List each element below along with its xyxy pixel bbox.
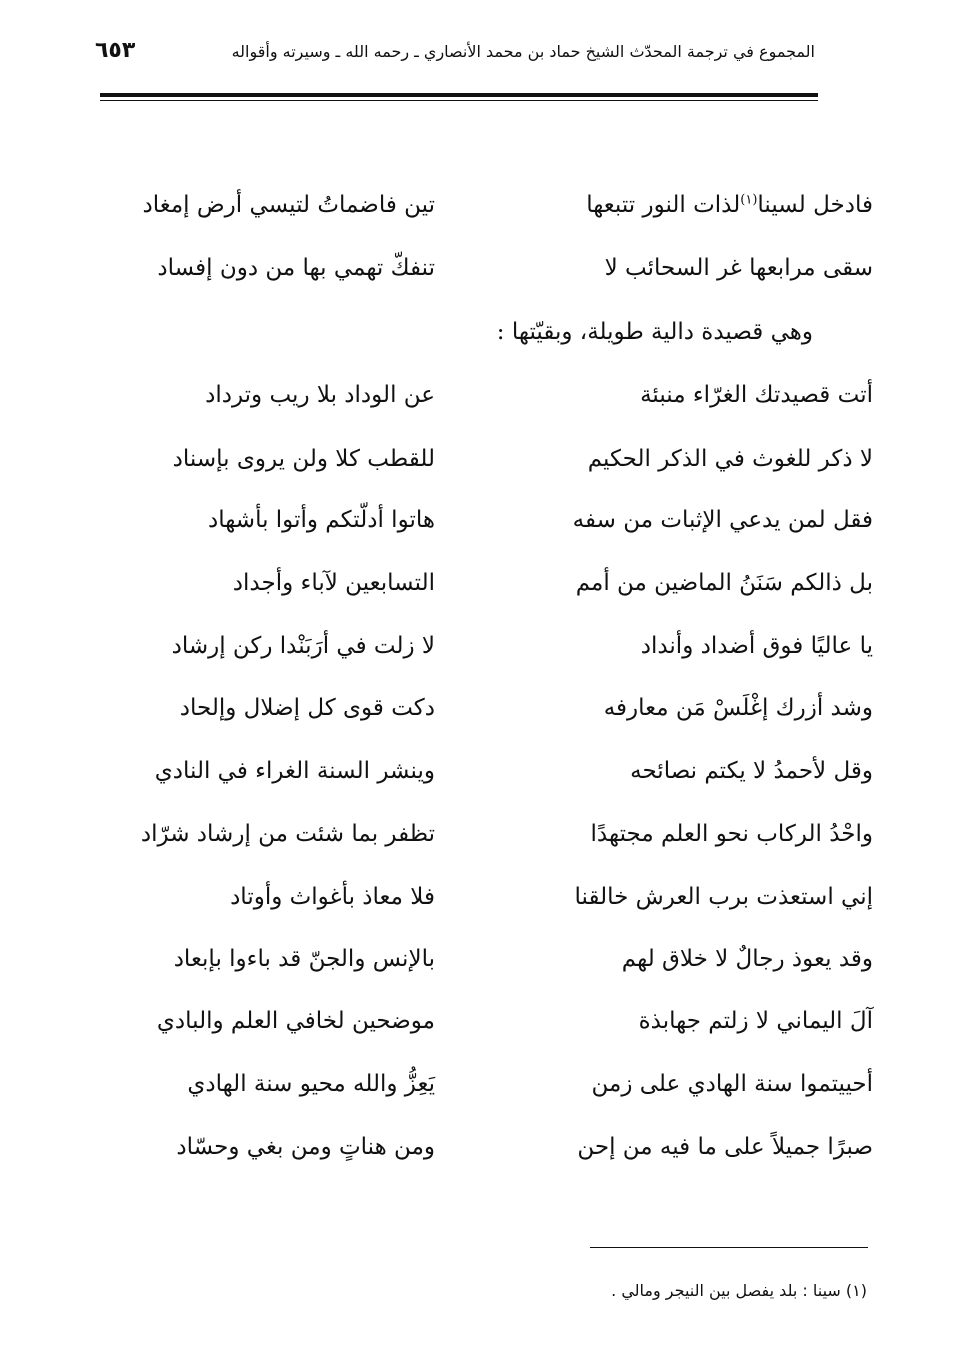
verse-second-hemistich: لا زلت في أرَبَنْدا ركن إرشاد	[171, 633, 435, 659]
header-rule-thin	[100, 100, 818, 101]
verse-second-hemistich: تنفكّ تهمي بها من دون إفساد	[157, 255, 435, 281]
verse-line	[0, 939, 955, 989]
verse-second-hemistich: للقطب كلا ولن يروى بإسناد	[172, 446, 435, 472]
verse-first-hemistich: بل ذالكم سَنَنُ الماضين من أمم	[575, 570, 873, 596]
verse-first-hemistich: وقل لأحمدُ لا يكتم نصائحه	[630, 758, 873, 784]
verse-second-hemistich: تين فاضماتُ لتيسي أرض إمغاد	[142, 192, 435, 218]
footnote-separator	[590, 1247, 868, 1248]
verse-second-hemistich: تظفر بما شئت من إرشاد شرّاد	[140, 821, 435, 847]
verse-first-hemistich: إني استعذت برب العرش خالقنا	[574, 884, 873, 910]
verse-line	[0, 814, 955, 864]
verse-line	[0, 1064, 955, 1114]
verse-first-hemistich: فادخل لسينا$^{(١)}$لذات النور تتبعها	[586, 192, 873, 218]
verse-second-hemistich: وينشر السنة الغراء في النادي	[154, 758, 435, 784]
verse-line	[0, 626, 955, 676]
verse-first-hemistich: صبرًا جميلاً على ما فيه من إحن	[577, 1134, 873, 1160]
verse-second-hemistich: فلا معاذ بأغواث وأوتاد	[230, 884, 435, 910]
footnote: (١) سينا : بلد يفصل بين النيجر ومالي .	[611, 1281, 867, 1300]
footnote-reference: (١)	[740, 192, 758, 208]
verse-second-hemistich: يَعِزُّ والله محيو سنة الهادي	[187, 1071, 435, 1097]
verse-second-hemistich: هاتوا أدلّتكم وأتوا بأشهاد	[207, 507, 435, 533]
verse-line	[0, 500, 955, 550]
verse-line	[0, 1001, 955, 1051]
prose-introduction: وهي قصيدة دالية طويلة، وبقيّتها :	[496, 319, 813, 345]
verse-first-hemistich: واحْدُ الركاب نحو العلم مجتهدًا	[590, 821, 873, 847]
page-number: ٦٥٣	[95, 38, 136, 63]
verse-first-hemistich: أحييتموا سنة الهادي على زمن	[591, 1071, 873, 1097]
verse-first-hemistich: آلَ اليماني لا زلتم جهابذة	[638, 1008, 873, 1034]
verse-first-hemistich: أتت قصيدتك الغرّاء منبئة	[640, 382, 873, 408]
verse-first-hemistich: سقى مرابعها غر السحائب لا	[604, 255, 873, 281]
verse-line	[0, 439, 955, 489]
verse-first-hemistich: يا عاليًا فوق أضداد وأنداد	[640, 633, 873, 659]
verse-line	[0, 1127, 955, 1177]
verse-second-hemistich: بالإنس والجنّ قد باءوا بإبعاد	[173, 946, 435, 972]
verse-second-hemistich: دكت قوى كل إضلال وإلحاد	[179, 695, 435, 721]
running-title: المجموع في ترجمة المحدّث الشيخ حماد بن محمد الأنصاري ـ رحمه الله ـ وسيرته وأقواله	[231, 42, 815, 61]
verse-line	[0, 877, 955, 927]
verse-first-hemistich: وقد يعوذ رجالٌ لا خلاق لهم	[621, 946, 873, 972]
header-rule-thick	[100, 93, 818, 97]
verse-line	[0, 751, 955, 801]
verse-line	[0, 185, 955, 235]
page-header	[95, 38, 815, 78]
verse-first-hemistich: لا ذكر للغوث في الذكر الحكيم	[587, 446, 873, 472]
verse-second-hemistich: التسابعين لآباء وأجداد	[232, 570, 435, 596]
verse-second-hemistich: ومن هناتٍ ومن بغي وحسّاد	[176, 1134, 435, 1160]
verse-first-hemistich: وشد أزرك إغْلَسْ مَن معارفه	[603, 695, 873, 721]
verse-line	[0, 688, 955, 738]
verse-second-hemistich: موضحين لخافي العلم والبادي	[156, 1008, 435, 1034]
verse-line	[0, 248, 955, 298]
verse-line	[0, 375, 955, 425]
verse-line	[0, 563, 955, 613]
verse-first-hemistich: فقل لمن يدعي الإثبات من سفه	[572, 507, 873, 533]
verse-second-hemistich: عن الوداد بلا ريب وترداد	[205, 382, 435, 408]
